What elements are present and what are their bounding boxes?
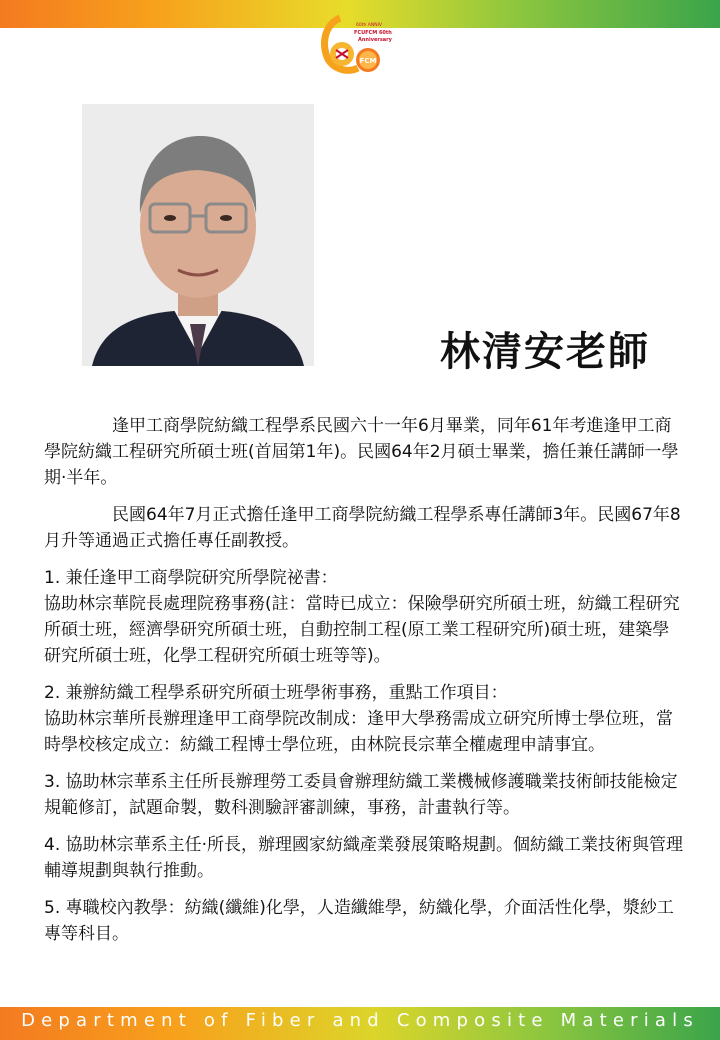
- bio-item-2-title: 2. 兼辦紡織工程學系研究所碩士班學術事務，重點工作項目：: [44, 683, 508, 703]
- bio-item-1: [44, 565, 684, 669]
- portrait-photo: [82, 104, 314, 366]
- logo-text-line-1: 60th ANNIV: [356, 23, 382, 28]
- bio-item-2: [44, 680, 684, 758]
- bio-item-4: 4. 協助林宗華系主任·所長，辦理國家紡織產業發展策略規劃。個紡織工業技術與管理輔導規劃與執行推動。: [44, 835, 684, 881]
- teacher-name: 林清安老師: [440, 329, 650, 375]
- biography: [44, 413, 684, 958]
- bio-item-5: 5. 專職校內教學：紡織(纖維)化學，人造纖維學，紡織化學，介面活性化學，漿紗工專等科目。: [44, 898, 674, 944]
- logo-text-line-3: Anniversary: [358, 37, 392, 43]
- logo-badge-text: FCM: [359, 57, 377, 65]
- bio-item-1-body: 協助林宗華院長處理院務事務(註：當時已成立：保險學研究所碩士班，紡織工程研究所碩士班，經濟學研究所碩士班，自動控制工程(原工業工程研究所)碩士班，建築學研究所碩士班，化學工程研究所碩士班等等)。: [44, 594, 680, 666]
- bio-item-1-title: 1. 兼任逢甲工商學院研究所學院祕書：: [44, 568, 338, 588]
- bio-intro-2: 民國64年7月正式擔任逢甲工商學院紡織工程學系專任講師3年。民國67年8月升等通過正式擔任專任副教授。: [44, 505, 681, 551]
- department-footer: Department of Fiber and Composite Materials: [0, 1007, 720, 1040]
- bio-item-3: 3. 協助林宗華系主任所長辦理勞工委員會辦理紡織工業機械修護職業技術師技能檢定規範修訂，試題命製，數科測驗評審訓練，事務，計畫執行等。: [44, 772, 678, 818]
- bio-intro-1: 逢甲工商學院紡織工程學系民國六十一年6月畢業，同年61年考進逢甲工商學院紡織工程研究所碩士班(首屆第1年)。民國64年2月碩士畢業，擔任兼任講師一學期·半年。: [44, 416, 679, 488]
- anniversary-logo: [318, 14, 400, 76]
- logo-text-line-2: FCUFCM 60th: [354, 30, 392, 36]
- bio-item-2-body: 協助林宗華所長辦理逢甲工商學院改制成：逢甲大學務需成立研究所博士學位班，當時學校核定成立：紡織工程博士學位班，由林院長宗華全權處理申請事宜。: [44, 709, 673, 755]
